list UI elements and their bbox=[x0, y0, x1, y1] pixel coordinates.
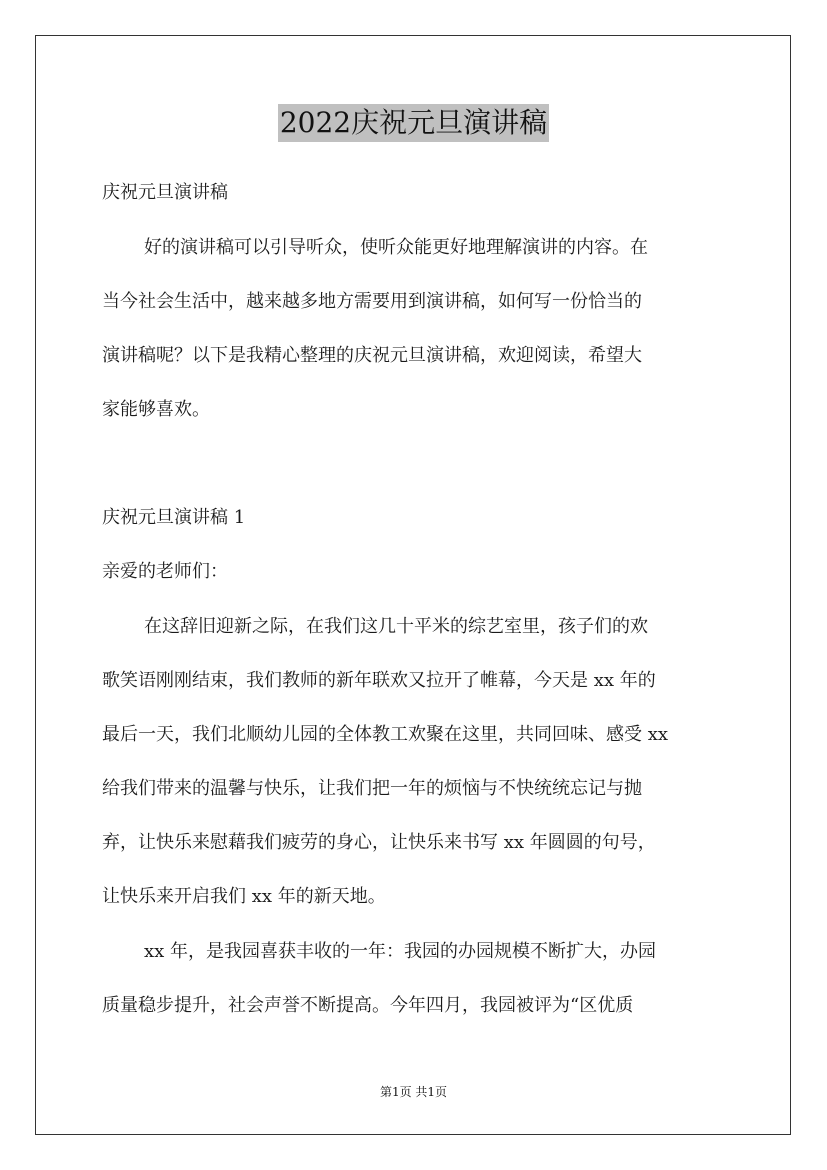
paragraph-line: 质量稳步提升，社会声誉不断提高。今年四月，我园被评为“区优质 bbox=[102, 995, 634, 1016]
intro-line: 家能够喜欢。 bbox=[102, 399, 210, 420]
paragraph-line: 给我们带来的温馨与快乐，让我们把一年的烦恼与不快统统忘记与抛 bbox=[102, 778, 642, 799]
paragraph-line: xx 年，是我园喜获丰收的一年：我园的办园规模不断扩大，办园 bbox=[144, 941, 657, 962]
paragraph-line: 让快乐来开启我们 xx 年的新天地。 bbox=[102, 886, 386, 907]
document-subtitle: 庆祝元旦演讲稿 bbox=[102, 182, 228, 203]
paragraph-line: 在这辞旧迎新之际，在我们这几十平米的综艺室里，孩子们的欢 bbox=[144, 616, 648, 637]
intro-line: 好的演讲稿可以引导听众，使听众能更好地理解演讲的内容。在 bbox=[144, 237, 648, 258]
title-container bbox=[0, 104, 827, 142]
intro-line: 当今社会生活中，越来越多地方需要用到演讲稿，如何写一份恰当的 bbox=[102, 291, 642, 312]
paragraph-line: 弃，让快乐来慰藉我们疲劳的身心，让快乐来书写 xx 年圆圆的句号， bbox=[102, 832, 656, 853]
section-heading: 庆祝元旦演讲稿 1 bbox=[102, 507, 246, 528]
greeting: 亲爱的老师们： bbox=[102, 561, 228, 582]
document-title: 2022庆祝元旦演讲稿 bbox=[278, 104, 549, 142]
paragraph-line: 歌笑语刚刚结束，我们教师的新年联欢又拉开了帷幕，今天是 xx 年的 bbox=[102, 670, 656, 691]
intro-line: 演讲稿呢？以下是我精心整理的庆祝元旦演讲稿，欢迎阅读，希望大 bbox=[102, 345, 642, 366]
page-number-footer: 第1页 共1页 bbox=[379, 1085, 448, 1099]
paragraph-line: 最后一天，我们北顺幼儿园的全体教工欢聚在这里，共同回味、感受 xx bbox=[102, 724, 669, 745]
